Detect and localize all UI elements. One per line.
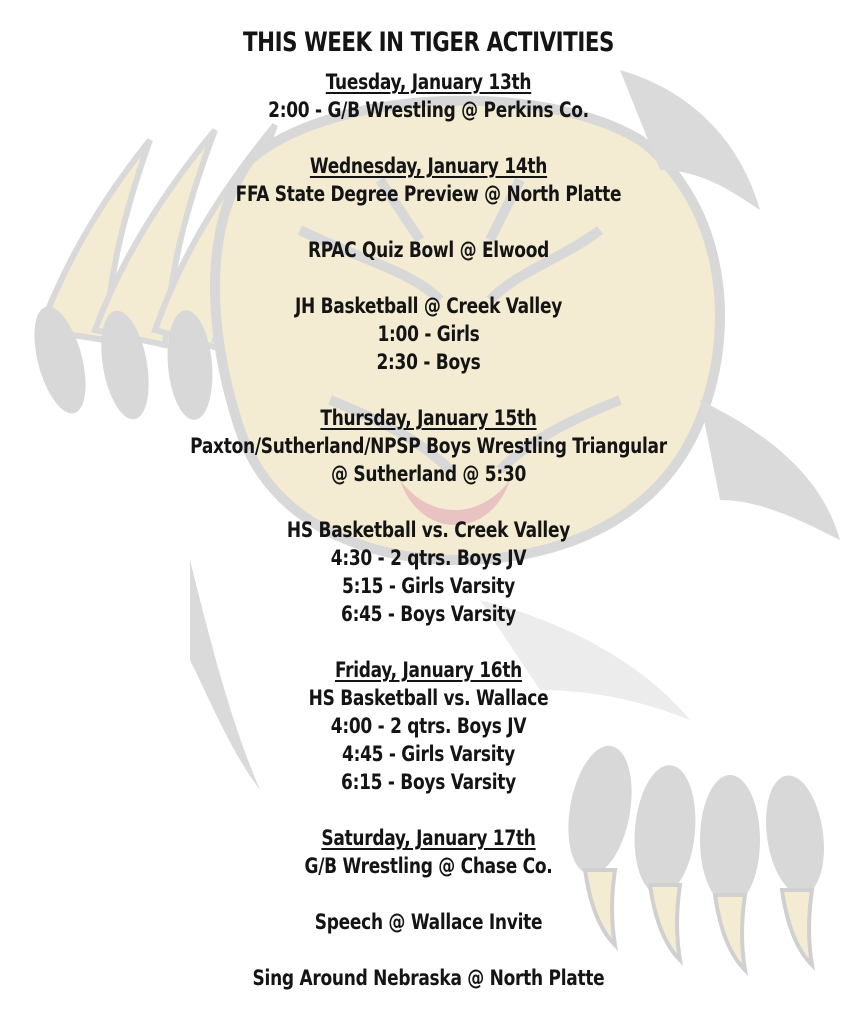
spacer — [0, 376, 857, 404]
day-block — [0, 376, 857, 628]
spacer — [0, 208, 857, 236]
activities-schedule — [0, 26, 857, 992]
activity-line: Speech @ Wallace Invite — [314, 910, 543, 934]
activity-line: Paxton/Sutherland/NPSP Boys Wrestling Triangular — [190, 434, 667, 458]
spacer — [0, 628, 857, 656]
day-heading: Tuesday, January 13th — [325, 70, 532, 94]
spacer — [0, 936, 857, 964]
activity-line: 4:45 - Girls Varsity — [342, 742, 515, 766]
activity-line: HS Basketball vs. Wallace — [308, 686, 549, 710]
day-heading: Friday, January 16th — [334, 658, 523, 682]
activity-line: 1:00 - Girls — [377, 322, 480, 346]
activity-line: RPAC Quiz Bowl @ Elwood — [307, 238, 550, 262]
activity-line: 2:00 - G/B Wrestling @ Perkins Co. — [268, 98, 589, 122]
activity-line: G/B Wrestling @ Chase Co. — [304, 854, 553, 878]
activity-line: HS Basketball vs. Creek Valley — [286, 518, 571, 542]
days-list — [0, 68, 857, 992]
day-heading: Wednesday, January 14th — [309, 154, 548, 178]
spacer — [0, 264, 857, 292]
spacer — [0, 796, 857, 824]
day-block — [0, 124, 857, 376]
activity-line: 5:15 - Girls Varsity — [342, 574, 515, 598]
activity-line: 6:15 - Boys Varsity — [341, 770, 516, 794]
activity-line: 2:30 - Boys — [376, 350, 481, 374]
day-block — [0, 796, 857, 992]
activity-line: FFA State Degree Preview @ North Platte — [235, 182, 622, 206]
activity-line: JH Basketball @ Creek Valley — [294, 294, 563, 318]
activity-line: 4:30 - 2 qtrs. Boys JV — [330, 546, 527, 570]
spacer — [0, 124, 857, 152]
day-block — [0, 628, 857, 796]
day-heading: Thursday, January 15th — [320, 406, 537, 430]
activity-line: Sing Around Nebraska @ North Platte — [252, 966, 605, 990]
spacer — [0, 880, 857, 908]
page-title: THIS WEEK IN TIGER ACTIVITIES — [243, 27, 614, 58]
spacer — [0, 488, 857, 516]
activity-line: 6:45 - Boys Varsity — [341, 602, 516, 626]
activity-line: @ Sutherland @ 5:30 — [330, 462, 527, 486]
day-block — [0, 68, 857, 124]
activity-line: 4:00 - 2 qtrs. Boys JV — [330, 714, 527, 738]
day-heading: Saturday, January 17th — [321, 826, 536, 850]
